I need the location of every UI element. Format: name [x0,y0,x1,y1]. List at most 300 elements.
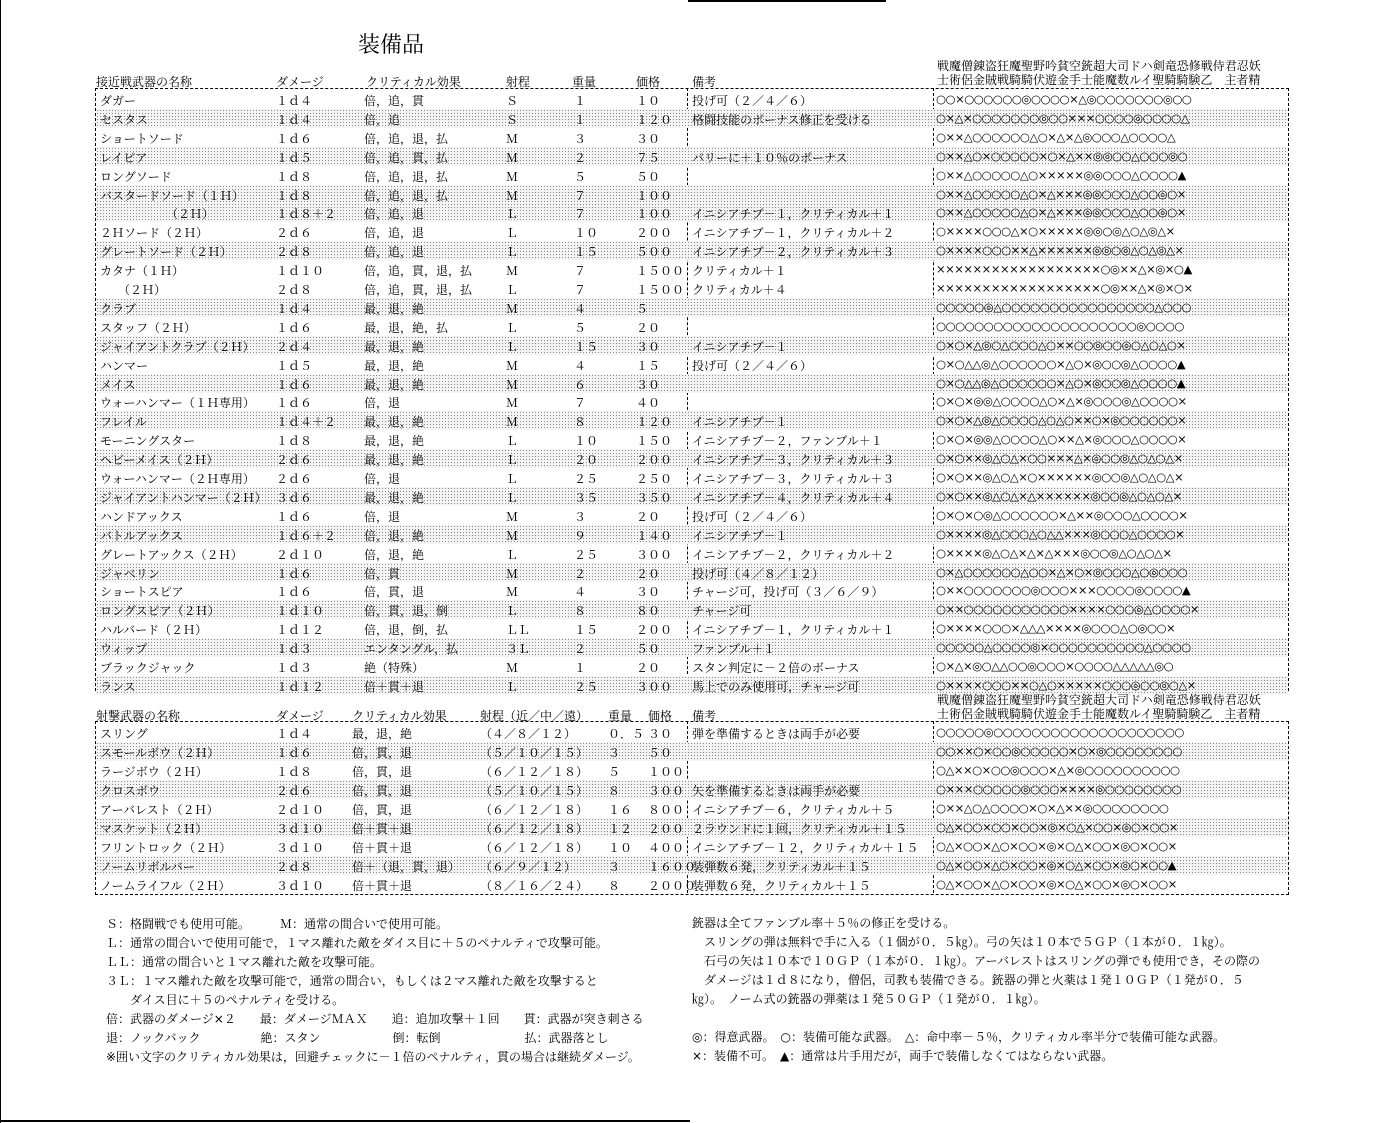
weapon-name: ランス [100,679,136,694]
melee-row [96,544,1288,563]
note: 投げ可（２／４／６） [692,94,813,108]
price: ３０ [636,377,661,392]
range: Ｌ [506,453,519,468]
range: Ｌ [506,339,519,354]
critical-effect: 最，退，絶 [364,415,425,430]
weapon-name: （２Ｈ） [100,283,167,297]
range: Ｍ [506,585,519,600]
melee-row [96,563,1288,582]
weapon-name: ダガー [100,94,137,108]
weapon-name: スタッフ（２Ｈ） [100,320,197,335]
damage: １ｄ６ [276,566,313,581]
weapon-name: バスタードソード（１Ｈ） [100,188,245,203]
weight: ３ [608,860,621,874]
price: １５００ [636,264,685,279]
weight: ４ [574,301,587,316]
note: イニシアチブ－６，クリティカル＋５ [692,803,895,817]
damage: ２ｄ６ [276,226,313,241]
damage: １ｄ１２ [276,679,325,694]
damage: １ｄ４ [276,301,313,316]
range: （６／１２／１８） [480,765,589,779]
price: ３０ [636,339,661,354]
damage: １ｄ１０ [276,604,325,619]
melee-header-weight: 重量 [572,75,597,89]
critical-effect: 倍，追，退，払 [364,131,449,146]
ranged-header-weight: 重量 [608,709,633,723]
class-availability: ○△××○×○○◎○○○×△×◎○○○○○○○○○○ [936,763,1180,777]
melee-row [96,657,1288,676]
class-availability: ○△×○○×○○×○○×◎×○△×○○×◎○×○○× [936,820,1178,834]
damage: ２ｄ８ [276,245,313,260]
damage: ３ｄ１０ [276,879,325,893]
class-availability: ○×△×◎○△△○○◎○○○×○○○○△△△△△◎○ [936,659,1174,673]
critical-effect: 倍，貫，退 [352,784,413,798]
critical-effect: 最，退，絶 [364,301,425,316]
class-availability: ○××△○△○○○○×○×△××◎○○○○○○○○ [936,801,1169,815]
critical-effect: 最，退，絶 [364,490,425,505]
price: １００ [636,207,673,222]
weight: ５ [574,169,587,184]
range: Ｍ [506,396,519,411]
damage: １ｄ８ [276,188,313,203]
critical-effect: 倍，退 [364,509,401,524]
note: イニシアチブ－３，クリティカル＋３ [692,453,895,468]
price: ３００ [636,547,673,562]
class-availability: ○××××○○○××△××××××◎◎○◎△○△◎△× [936,243,1184,258]
weight: １５ [574,623,599,638]
weapon-name: メイス [100,377,136,392]
melee-row [96,581,1288,600]
range: Ｍ [506,301,519,316]
note: 投げ可（４／８／１２） [692,566,825,581]
range: Ｌ [506,283,519,297]
damage: １ｄ６ [276,131,313,146]
damage: １ｄ１２ [276,623,325,638]
price: ２５０ [636,472,673,486]
class-availability: ○××△○○○○○△○×××××◎◎○○○△○○○○▲ [936,167,1186,182]
legend-line: ダメージは１ｄ８になり，僧侶，司教も装備できる。銃器の弾と火薬は１発１０ＧＰ（１発が０．５ [692,973,1244,987]
legend-line: ＬＬ：通常の間合いと１マス離れた敵を攻撃可能。 [106,955,383,969]
legend-line: ダイス目に＋５のペナルティを受ける。 [106,993,345,1007]
range: Ｍ [506,566,519,581]
class-availability: ○××△○○○○○△○×△×××◎◎○○○△○○◎○× [936,186,1186,201]
damage: ２ｄ６ [276,472,313,486]
melee-row [96,355,1288,374]
price: ２００ [636,623,673,638]
critical-effect: 倍，追，貫，退，払 [364,264,473,279]
weight: １５ [574,245,599,260]
critical-effect: 最，退，絶 [364,453,425,468]
weapon-name: （２Ｈ） [100,207,215,222]
note: 装弾数６発，クリティカル＋１５ [692,860,871,874]
weight: ８ [574,604,587,619]
note: イニシアチブ－１，クリティカル＋２ [692,226,895,241]
melee-row [96,166,1288,185]
range: Ｍ [506,169,519,184]
note: イニシアチブ－１２，クリティカル＋１５ [692,841,919,855]
class-availability: ○××△○×○○○○○×○×△××◎◎○○△○○○◎○ [936,148,1188,163]
melee-row [96,109,1288,128]
weapon-name: ヘビーメイス（２Ｈ） [100,453,219,468]
weapon-name: バトルアックス [100,528,183,543]
range: Ｍ [506,528,519,543]
note: 装弾数６発，クリティカル＋１５ [692,879,871,893]
range: Ｌ [506,472,519,486]
damage: ３ｄ６ [276,490,313,505]
damage: １ｄ８ [276,169,313,184]
weight: １６ [608,803,633,817]
class-availability: ○○○○○○○○○○○○○○○○○○○○○◎○○○○ [936,318,1184,333]
melee-row [96,185,1288,204]
melee-row [96,336,1288,355]
price: ２０００ [648,879,697,893]
class-availability: ○××○○○○○○○◎○○○×××○○○○◎○○○○▲ [936,583,1191,598]
note: イニシアチブ－２，ファンブル＋１ [692,434,883,449]
weight: ９ [574,528,587,543]
class-availability: ○××○○○○○○○○○○○××××○○○◎△○○○○× [936,602,1199,617]
price: ５０ [636,169,661,184]
note: チャージ可，投げ可（３／６／９） [692,585,884,600]
price: ７５ [636,150,661,165]
weapon-name: ラージボウ（２Ｈ） [100,765,208,779]
range: Ｌ [506,547,519,562]
weight: １ [574,112,587,127]
weight: １０ [574,226,599,241]
class-availability: ○××××◎△○△×△×△×××◎○○◎△○△○△× [936,545,1172,560]
melee-row [96,487,1288,506]
melee-row [96,298,1288,317]
weight: ６ [574,377,587,392]
critical-effect: 倍，追，退，払 [364,188,449,203]
price: ３０ [648,727,673,741]
class-availability: ○××△○○○○○○△○×△×△◎○○○△○○○○△ [936,129,1176,144]
ranged-row [96,837,1288,856]
critical-effect: 倍，退 [364,396,401,411]
range: （６／１２／１８） [480,803,589,817]
range: Ｌ [506,320,519,335]
critical-effect: 倍，退，倒，払 [364,623,449,638]
legend-line: ３Ｌ：１マス離れた敵を攻撃可能で，通常の間合い，もしくは２マス離れた敵を攻撃すると [106,974,598,988]
weapon-name: レイピア [100,150,148,165]
weight: １ [574,661,587,675]
weapon-name: アーバレスト（２Ｈ） [100,803,219,817]
critical-effect: 最，退，絶 [364,377,425,392]
weapon-name: クロスボウ [100,784,161,798]
critical-effect: 倍，追，退，払 [364,169,449,184]
range: Ｌ [506,604,519,619]
price: ４０ [636,396,661,411]
damage: １ｄ６ [276,320,313,335]
weight: ３ [574,509,587,524]
damage: １ｄ８ [276,765,313,779]
weapon-name: セスタス [100,112,149,127]
melee-row [96,241,1288,260]
note: イニシアチブ－４，クリティカル＋４ [692,490,895,505]
ranged-header-range: 射程（近／中／遠） [480,709,589,723]
weapon-name: ２Ｈソード（２Ｈ） [100,226,209,241]
class-availability: ○△×○○×△○×○○×◎×○△×○○×◎○×○○× [936,877,1177,891]
price: １００ [648,765,685,779]
damage: ２ｄ６ [276,784,313,798]
weapon-name: ノームライフル（２Ｈ） [100,879,231,893]
page-title: 装備品 [358,33,425,58]
critical-effect: 最，退，絶 [364,434,425,449]
note: イニシアチブ－１ [692,339,788,354]
range: Ｓ [506,112,519,127]
range: （６／１２／１８） [480,822,589,836]
range: （６／１２／１８） [480,841,589,855]
damage: ３ｄ１０ [276,822,325,836]
range: Ｍ [506,377,519,392]
class-availability: ○△×○○×△○×○○×◎×○△×○○×◎○×○○× [936,839,1177,853]
weapon-name: マスケット（２Ｈ） [100,822,208,836]
class-availability: ○×○△△◎△○○○○○○×△○×◎○○◎△○○○○▲ [936,356,1186,371]
weapon-name: ブラックジャック [100,661,196,675]
melee-row [96,638,1288,657]
note: 弾を準備するときは両手が必要 [692,727,861,741]
price: １５０ [636,434,673,449]
price: １００ [636,188,673,203]
damage: １ｄ４ [276,112,313,127]
weight: １５ [574,339,599,354]
price: １５ [636,358,661,373]
note: イニシアチブ－２，クリティカル＋２ [692,547,895,562]
weapon-name: ハンマー [100,358,149,373]
melee-row [96,411,1288,430]
price: １２０ [636,415,673,430]
melee-row [96,279,1288,298]
price: ８００ [648,803,685,817]
class-availability: ○×○△△◎△○○○○○○×△○×◎○○◎△○○○○▲ [936,375,1186,390]
legend-line: 銃器は全てファンブル率＋５％の修正を受ける。 [692,916,956,930]
weight: ８ [574,415,587,430]
ranged-row [96,818,1288,837]
range: Ｍ [506,358,519,373]
damage: ２ｄ６ [276,453,313,468]
range: Ｍ [506,415,519,430]
class-availability: ○△×○○×△○×○○×◎×○△×○○×◎○×○○▲ [936,858,1176,872]
ranged-header-price: 価格 [648,709,673,723]
critical-effect: 最，退，絶 [352,727,413,741]
weapon-name: フリントロック（２Ｈ） [100,841,232,855]
ranged-header-name: 射撃武器の名称 [96,709,181,723]
critical-effect: 倍，退 [364,472,401,486]
weight: ０．５ [608,727,645,741]
legend-line: 退：ノックバック 絶：スタン 倒：転倒 払：武器落とし [106,1031,609,1045]
legend-line: Ｓ：格闘戦でも使用可能。 Ｍ：通常の間合いで使用可能。 [106,917,449,931]
weapon-name: ウォーハンマー（１Ｈ専用） [100,396,255,411]
legend-line: スリングの弾は無料で手に入る（１個が０．５㎏）。弓の矢は１０本で５ＧＰ（１本が０．１㎏）。 [692,935,1232,949]
melee-row [96,260,1288,279]
melee-header-damage: ダメージ [276,75,324,89]
bottom-rule [0,1120,690,1122]
ranged-row [96,875,1288,894]
weight: ２ [574,566,587,581]
weapon-name: ロングスピア（２Ｈ） [100,604,220,619]
note: 馬上でのみ使用可，チャージ可 [692,679,860,694]
weight: ４ [574,585,587,600]
melee-row [96,430,1288,449]
melee-row [96,525,1288,544]
class-availability: ○××××○○○××○△○×××××○○○◎○○◎○△× [936,677,1196,692]
melee-row [96,147,1288,166]
range: Ｌ [506,207,519,222]
class-header-line1: 戦魔僧錬盗狂魔聖野吟貧空銃超大司ドハ剣竜恐修戦侍君忍妖 [937,59,1261,73]
class-availability: ○××××○○○×△△△××××◎○○○△○◎○○× [936,621,1176,636]
ranged-row [96,799,1288,818]
weapon-name: ジャイアントクラブ（２Ｈ） [100,339,255,354]
ranged-header-critical: クリティカル効果 [352,709,447,723]
damage: １ｄ６＋２ [276,528,337,543]
range: （８／１６／２４） [480,879,589,893]
price: ２００ [648,822,685,836]
ranged-row [96,780,1288,799]
ranged-row [96,723,1288,742]
critical-effect: 倍，追，退 [364,226,425,241]
note: ２ラウンドに１回，クリティカル＋１５ [692,822,907,836]
damage: １ｄ５ [276,150,313,165]
weight: ７ [574,264,587,279]
class-header-line1: 戦魔僧錬盗狂魔聖野吟貧空銃超大司ドハ剣竜恐修戦侍君忍妖 [937,693,1261,707]
legend-line: 石弓の矢は１０本で１０ＧＰ（１本が０．１㎏）。アーバレストはスリングの弾でも使用でき，その際の [692,954,1260,968]
critical-effect: 倍＋貫＋退 [352,822,413,836]
melee-row [96,317,1288,336]
price: ５００ [636,245,673,260]
critical-effect: 最，退，絶 [364,358,425,373]
weight: ３ [608,746,621,760]
price: １５００ [636,283,685,297]
note: クリティカル＋４ [692,283,787,297]
price: １２０ [636,112,673,127]
class-header-line2: 士術侶金賊戦騎騎伏遊金手士能魔数ルイ聖騎騎験乙 主者精 [937,707,1261,721]
weapon-name: グレートアックス（２Ｈ） [100,547,243,562]
range: Ｍ [506,661,519,675]
class-availability: ○××××○○○△×○×××××◎◎○◎△○△◎△× [936,224,1175,239]
note: イニシアチブ－１，クリティカル＋１ [692,623,895,638]
damage: １ｄ８＋２ [276,207,337,222]
weight: ８ [608,784,621,798]
note: スタン判定に－２倍のボーナス [692,661,860,675]
price: ２００ [636,453,673,468]
weapon-name: ジャイアントハンマー（２Ｈ） [100,490,267,505]
range: Ｌ [506,434,519,449]
ranged-header-note: 備考 [692,709,717,723]
class-availability: ××××××××××××××××××○◎××△×◎×○× [936,281,1193,295]
weapon-name: ロングソード [100,169,172,184]
damage: １ｄ１０ [276,264,325,279]
weight: ７ [574,207,587,222]
melee-row [96,374,1288,393]
critical-effect: 倍＋貫＋退 [364,679,425,694]
melee-row [96,203,1288,222]
class-availability: ○×○××◎△○△×○○×××△×◎○○◎△○△○△× [936,451,1183,466]
weight: １２ [608,822,633,836]
damage: ２ｄ８ [276,283,313,297]
range: Ｌ [506,226,519,241]
price: ８０ [636,604,661,619]
note: 投げ可（２／４／６） [692,509,813,524]
weapon-name: グレートソード（２Ｈ） [100,245,233,260]
legend-line: ※囲い文字のクリティカル効果は，回避チェックに－１倍のペナルティ，貫の場合は継続ダメージ。 [106,1050,640,1064]
price: １４０ [636,528,673,543]
class-header-line2: 士術侶金賊戦騎騎伏遊金手士能魔数ルイ聖騎騎験乙 主者精 [937,73,1261,87]
critical-effect: 最，退，絶 [364,339,425,354]
class-availability: ○○○○○◎○○○○○○○○○○○○○○○○○○○○ [936,725,1184,739]
melee-header-price: 価格 [636,75,661,89]
price: ３０ [636,585,661,600]
critical-effect: 倍，貫，退，倒 [364,604,449,619]
class-availability: ○×○××◎△○△×△××××××◎○○◎△○△○△× [936,488,1182,503]
weapon-name: フレイル [100,415,147,430]
range: Ｌ [506,679,519,694]
damage: １ｄ３ [276,661,313,675]
weapon-name: ハンドアックス [100,509,183,524]
critical-effect: エンタングル，払 [364,642,458,657]
weapon-name: ショートソード [100,131,184,146]
legend-line: ×：装備不可。 ▲：通常は片手用だが，両手で装備しなくてはならない武器。 [692,1049,1114,1063]
note: パリーに＋１０％のボーナス [692,150,848,165]
ranged-row [96,761,1288,780]
critical-effect: 倍，追，貫，払 [364,150,449,165]
weapon-name: ウィップ [100,642,148,657]
melee-header-critical: クリティカル効果 [366,75,461,89]
damage: ３ｄ１０ [276,841,325,855]
critical-effect: 倍，貫，退 [352,803,413,817]
top-rule [688,0,886,2]
damage: １ｄ５ [276,358,313,373]
critical-effect: 倍，追，退 [364,245,425,260]
melee-row [96,619,1288,638]
class-availability: ○×○×◎◎△○○○○△○×△×◎○○○◎△○○○○× [936,394,1187,409]
price: ３５０ [636,490,673,505]
range: （５／１０／１５） [480,784,589,798]
melee-row [96,506,1288,525]
damage: １ｄ６ [276,509,313,524]
note: 格闘技能のボーナス修正を受ける [692,112,872,127]
weight: ２０ [574,453,599,468]
range: ＬＬ [506,623,531,638]
melee-row [96,392,1288,411]
weapon-name: ショートスピア [100,585,184,600]
melee-row [96,222,1288,241]
class-availability: ○×△×○○○○○○○◎○○×××○○○○◎○○○○△ [936,110,1190,125]
price: ５０ [636,642,661,657]
class-availability: ○×○××◎△○△×○××××××◎○○◎△○△○△× [936,470,1184,484]
weight: ２５ [574,472,599,486]
range: Ｍ [506,150,519,165]
price: ２０ [636,566,661,581]
damage: １ｄ４ [276,94,313,108]
ranged-row [96,856,1288,875]
class-availability: ○○○○○◎△○○○○○○○○○○○○○○○○△○○○ [936,299,1192,314]
critical-effect: 倍，貫，退 [352,765,413,779]
weight: ７ [574,283,587,297]
weight: ２ [574,150,587,165]
damage: ２ｄ８ [276,860,313,874]
price: ３００ [636,679,673,694]
class-availability: ○○○○○△○○○○◎×○○○○○○○○○○△○○○○ [936,640,1191,655]
damage: １ｄ３ [276,642,313,657]
damage: ２ｄ１０ [276,547,325,562]
note: イニシアチブ－１ [692,528,788,543]
price: ５ [636,301,649,316]
weight: ２５ [574,547,599,562]
price: ２０ [636,661,661,675]
price: ２０ [636,509,661,524]
range: Ｍ [506,131,519,146]
legend-line: ㎏）。 ノーム式の銃器の弾薬は１発５０ＧＰ（１発が０．１㎏）。 [692,992,1046,1006]
weapon-name: モーニングスター [100,434,196,449]
